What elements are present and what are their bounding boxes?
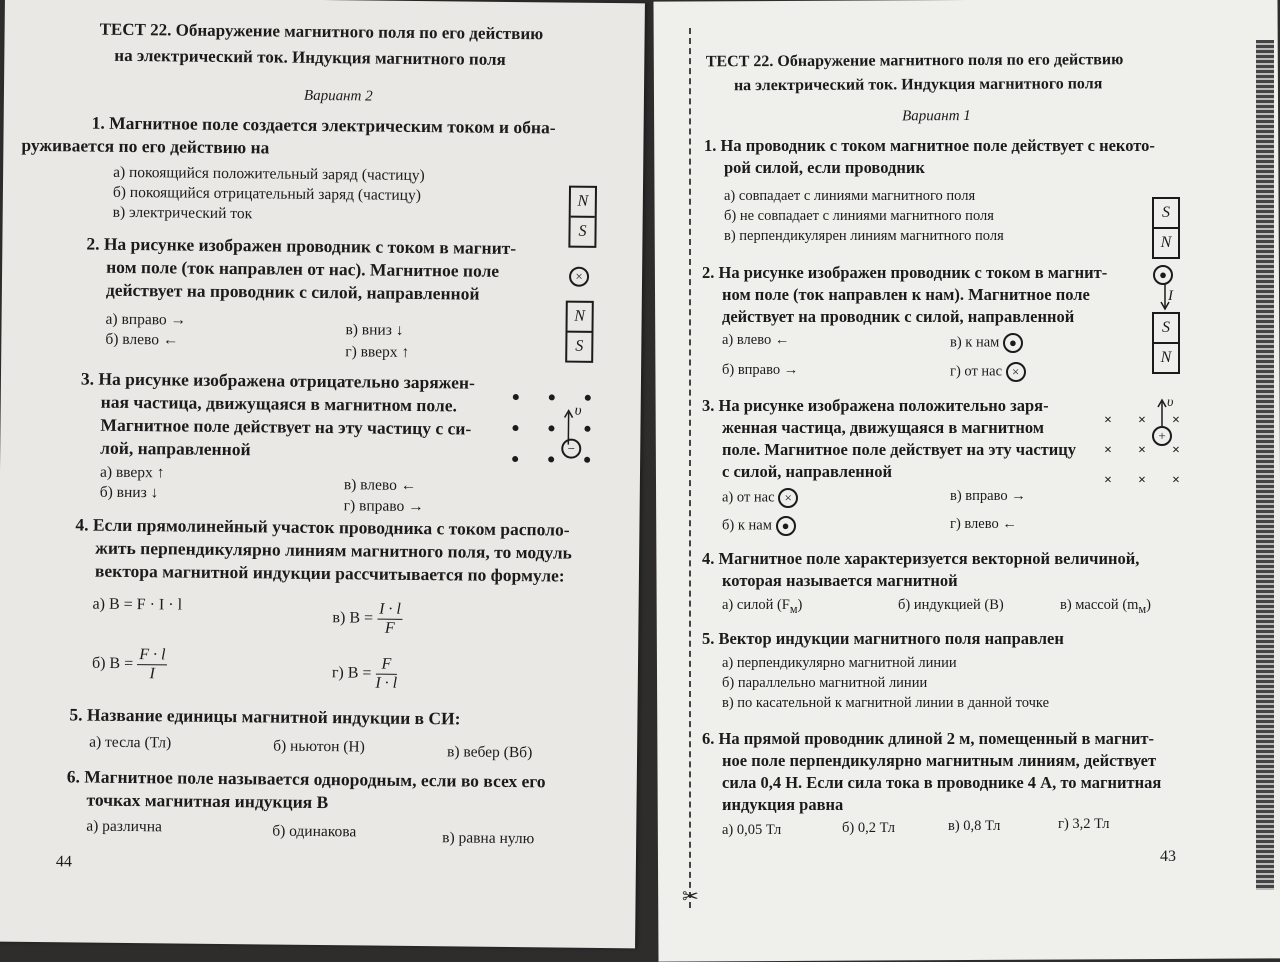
field-cross-icon: × [1172, 473, 1180, 489]
question-4-line1: 4. Магнитное поле характеризуется векторной величиной, [702, 548, 1139, 570]
conductor-out-of-page-icon: ● [1153, 265, 1173, 285]
question-5: 5. Название единицы магнитной индукции в СИ: [69, 703, 460, 730]
q4-option-c-label: в) массой (m [1060, 597, 1138, 613]
q3-option-d[interactable]: г) влево ← [950, 516, 1017, 533]
q4-option-c-subscript: м [1138, 602, 1146, 616]
question-6-line2: точках магнитная индукция B [86, 789, 545, 817]
page-number: 44 [56, 853, 72, 871]
field-cross-icon: × [1172, 413, 1180, 429]
question-2-line2: ном поле (ток направлен от нас). Магнитное поле [106, 256, 516, 283]
magnet-pole-s: S [567, 333, 591, 361]
current-label: I [1168, 288, 1173, 305]
out-of-page-icon: ● [1003, 333, 1023, 353]
q4-option-b-den: I [137, 665, 167, 683]
out-of-page-icon: ● [776, 516, 796, 536]
q6-option-c[interactable]: в) 0,8 Тл [948, 818, 1000, 835]
magnet-pole-n: N [1154, 344, 1178, 372]
magnet-pole-s: S [570, 218, 594, 246]
q5-option-b[interactable]: б) ньютон (Н) [273, 738, 365, 757]
q4-option-c[interactable] [1060, 597, 1151, 617]
question-2-line3: действует на проводник с силой, направленной [722, 306, 1107, 328]
question-6-line2: ное поле перпендикулярно магнитным линиям, действует [722, 750, 1161, 772]
q1-option-a[interactable]: а) покоящийся положительный заряд (частицу) [113, 164, 425, 185]
question-1-line2: рой силой, если проводник [724, 157, 1155, 179]
question-1-line1: 1. На проводник с током магнитное поле действует с некото- [704, 135, 1155, 157]
question-3-line1: 3. На рисунке изображена положительно заря- [702, 395, 1076, 417]
question-3 [702, 395, 1076, 483]
field-cross-icon: × [1138, 443, 1146, 459]
q5-option-c[interactable]: в) по касательной к магнитной линии в данной точке [722, 695, 1049, 712]
question-3-line4: лой, направленной [100, 437, 474, 464]
question-2-line1: 2. На рисунке изображен проводник с током в магнит- [702, 262, 1107, 284]
magnet-pole-s: S [1154, 314, 1178, 342]
q2-option-b[interactable]: б) влево ← [105, 331, 178, 350]
question-6-line1: 6. Магнитное поле называется однородным, если во всех его [67, 765, 546, 793]
magnet-pole-n: N [571, 188, 595, 216]
question-1-line2: руживается по его действию на [21, 134, 555, 163]
magnet-top [1152, 197, 1180, 259]
q3-option-d[interactable]: г) вправо → [344, 497, 424, 516]
q5-option-c[interactable]: в) вебер (Вб) [447, 743, 532, 762]
q4-option-c-num: I · l [377, 601, 403, 620]
question-1 [704, 135, 1155, 179]
q4-option-a-label: а) силой (F [722, 597, 790, 613]
magnet-bottom [1152, 312, 1180, 374]
q3-option-b-label: б) к нам [722, 517, 772, 533]
q4-option-a[interactable]: а) B = F · I · l [93, 596, 183, 615]
q2-option-a[interactable]: а) вправо → [105, 311, 186, 330]
field-cross-icon: × [1104, 473, 1112, 489]
velocity-label: υ [575, 403, 582, 420]
velocity-label: υ [1167, 395, 1173, 411]
field-cross-icon: × [1138, 473, 1146, 489]
q3-option-c[interactable]: в) влево ← [344, 476, 417, 495]
q4-option-b-prefix: б) B = [92, 655, 133, 672]
q1-option-a[interactable]: а) совпадает с линиями магнитного поля [724, 188, 975, 205]
q4-option-c-prefix: в) B = [332, 609, 373, 626]
test-title-line1: ТЕСТ 22. Обнаружение магнитного поля по его действию [706, 51, 1124, 71]
q4-option-c-end: ) [1146, 597, 1151, 613]
q1-option-b[interactable]: б) покоящийся отрицательный заряд (частицу) [113, 184, 421, 205]
question-3-line4: с силой, направленной [722, 461, 1076, 483]
q6-option-b[interactable]: б) одинакова [272, 823, 356, 842]
question-6-line1: 6. На прямой проводник длиной 2 м, помещенный в магнит- [702, 728, 1161, 750]
q3-option-a[interactable]: а) вверх ↑ [100, 464, 165, 483]
q2-option-d[interactable] [950, 362, 1026, 382]
q6-option-c[interactable]: в) равна нулю [442, 829, 534, 848]
negative-charge-icon: − [561, 439, 581, 459]
field-cross-icon: × [1172, 443, 1180, 459]
test-title-line1: ТЕСТ 22. Обнаружение магнитного поля по его действию [100, 20, 544, 45]
question-4-line1: 4. Если прямолинейный участок проводника с током располо- [75, 513, 572, 541]
q4-option-b[interactable]: б) индукцией (B) [898, 597, 1004, 614]
question-6-line4: индукция равна [722, 794, 1161, 816]
q5-option-a[interactable]: а) перпендикулярно магнитной линии [722, 655, 957, 672]
question-4-line2: которая называется магнитной [722, 570, 1139, 592]
question-2-line3: действует на проводник с силой, направленной [106, 279, 516, 306]
q2-option-d-label: г) от нас [950, 363, 1002, 379]
magnet-pole-n: N [1154, 229, 1178, 257]
q4-option-a-end: ) [798, 597, 803, 613]
magnet-pole-s: S [1154, 199, 1178, 227]
question-4-line3: вектора магнитной индукции рассчитывается по формуле: [95, 560, 572, 588]
q6-option-a[interactable]: а) 0,05 Тл [722, 822, 781, 839]
q2-option-c[interactable]: в) вниз ↓ [345, 321, 403, 340]
q1-option-c[interactable]: в) электрический ток [113, 204, 253, 223]
q2-option-c-label: в) к нам [950, 334, 999, 350]
q2-option-c[interactable] [950, 333, 1023, 353]
question-6-line3: сила 0,4 Н. Если сила тока в проводнике 4 А, то магнитная [722, 772, 1161, 794]
field-cross-icon: × [1138, 413, 1146, 429]
into-page-icon: × [778, 488, 798, 508]
question-3-line2: женная частица, движущаяся в магнитном [722, 417, 1076, 439]
test-title-line2: на электрический ток. Индукция магнитного поля [734, 75, 1102, 95]
q6-option-d[interactable]: г) 3,2 Тл [1058, 816, 1110, 833]
q5-option-b[interactable]: б) параллельно магнитной линии [722, 675, 927, 692]
question-2-line2: ном поле (ток направлен к нам). Магнитное поле [722, 284, 1107, 306]
question-4-line2: жить перпендикулярно линиям магнитного поля, то модуль [95, 537, 572, 565]
variant-label: Вариант 2 [304, 88, 373, 106]
variant-label: Вариант 1 [902, 108, 971, 125]
question-2-line1: 2. На рисунке изображен проводник с током в магнит- [86, 233, 516, 260]
q3-option-a-label: а) от нас [722, 489, 775, 505]
q3-option-c[interactable]: в) вправо → [950, 488, 1026, 505]
question-2 [702, 262, 1107, 328]
q2-option-b[interactable]: б) вправо → [722, 362, 798, 379]
page-number: 43 [1160, 848, 1176, 866]
magnet-pole-n: N [567, 303, 591, 331]
q3-option-b[interactable]: б) вниз ↓ [100, 484, 159, 503]
question-6 [702, 728, 1161, 816]
q1-option-b[interactable]: б) не совпадает с линиями магнитного поля [724, 208, 994, 225]
q6-option-b[interactable]: б) 0,2 Тл [842, 820, 895, 837]
q4-option-a-subscript: м [790, 602, 798, 616]
question-3-line3: Магнитное поле действует на эту частицу с си- [100, 414, 474, 441]
q4-option-a[interactable] [722, 597, 802, 617]
q6-option-a[interactable]: а) различна [86, 818, 162, 837]
q3-option-b[interactable] [722, 516, 796, 536]
test-title-line2: на электрический ток. Индукция магнитного поля [114, 46, 506, 70]
q4-option-c-den: F [377, 620, 403, 638]
question-4 [702, 548, 1139, 592]
q1-option-c[interactable]: в) перпендикулярен линиям магнитного поля [724, 228, 1004, 245]
question-3-line2: ная частица, движущаяся в магнитном поле. [101, 391, 475, 418]
into-page-icon: × [1006, 362, 1026, 382]
q2-option-d[interactable]: г) вверх ↑ [345, 343, 409, 362]
question-3-line3: поле. Магнитное поле действует на эту частицу [722, 439, 1076, 461]
field-cross-icon: × [1104, 413, 1112, 429]
question-5: 5. Вектор индукции магнитного поля направлен [702, 628, 1064, 650]
q4-option-d-den: I · l [375, 675, 397, 693]
positive-charge-icon: + [1152, 426, 1172, 446]
q4-option-d-num: F [375, 656, 397, 675]
scissors-icon: ✂ [682, 884, 699, 909]
q4-option-d-prefix: г) B = [332, 664, 372, 681]
q2-option-a[interactable]: а) влево ← [722, 332, 789, 349]
question-3-line1: 3. На рисунке изображена отрицательно заряжен- [81, 367, 475, 394]
question-1-line1: 1. Магнитное поле создается электрическим током и обна- [92, 112, 556, 140]
q5-option-a[interactable]: а) тесла (Тл) [89, 734, 171, 753]
q3-option-a[interactable] [722, 488, 798, 508]
conductor-into-page-icon: × [569, 267, 589, 287]
field-cross-icon: × [1104, 443, 1112, 459]
q4-option-b-num: F · l [137, 646, 167, 665]
